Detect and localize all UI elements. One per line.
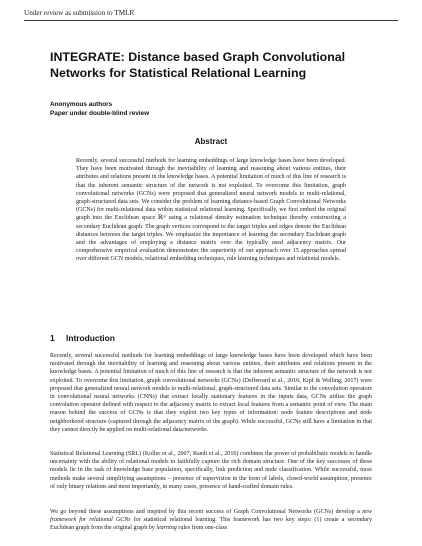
p3-text-b: for statistical relational learning. This framework has two key steps: (1) create a secondary Euclidean graph from the original graph by — [50, 517, 372, 532]
p3-emphasis-learning: learning — [156, 525, 177, 532]
p3-text-a: We go beyond these assumptions and inspired by this recent success of Graph Convolutional Networks (GCNs) develop a — [50, 509, 363, 515]
running-head: Under review as submission to TMLR — [24, 9, 135, 17]
intro-paragraph-3 — [50, 508, 372, 533]
section-number: 1 — [50, 333, 55, 343]
intro-paragraph-1: Recently, several successful methods for learning embeddings of large knowledge bases have been developed which have been motivated through the inevitability of learning and reasoning about various entities, their attributes and relations present in the knowledge bases. A potential limitation of much of this line of research is that the inherent semantic structure of the network is not exploited. To overcome this limitation, graph convolutional networks (GCNs) (Defferrard et al., 2016; Kipf & Welling, 2017) were proposed that generalized neural network models to multi-relational, graph-structured data sets. Similar to the convolution operators in convolutional neural networks (CNNs) that extract locally stationary features in the inputs data, GCNs utilize the graph convolution operator defined with respect to the adjacency matrix to extract local features from a semantic point of view. The main reason behind the success of GCNs is that they exploit two key types of information: node feature descriptions and node neighborhood structure (captured through the adjacency matrix of the graph). While successful, GCNs still have a limitation in that they cannot directly be applied on multi-relational data/networks. — [50, 353, 372, 433]
author-names: Anonymous authors — [50, 101, 113, 108]
section-heading-introduction — [50, 333, 115, 343]
review-status: Paper under double-blind review — [50, 110, 150, 117]
author-block — [50, 100, 149, 118]
section-title: Introduction — [66, 333, 115, 343]
p3-emphasis-framework: new framework for relational GCNs — [50, 509, 372, 524]
abstract-heading: Abstract — [194, 137, 228, 146]
intro-paragraph-2: Statistical Relational Learning (SRL) (Koller et al., 2007; Raedt et al., 2016) combines the power of probabilistic models to handle uncertainty with the ability of relational models to faithfully capture the rich domain structure. One of the key successes of these models lie in the task of knowledge base population, specifically, link prediction and node classification. While successful, most methods make several simplifying assumptions – presence of supervision in the form of labels, closed-world assumption, presence of only binary relations and most importantly, in many cases, presence of hand-crafted domain rules. — [50, 451, 372, 490]
header-rule — [24, 20, 398, 21]
abstract-text: Recently, several successful methods for learning embeddings of large knowledge bases have been developed. They have been motivated through the inevitability of learning and reasoning about various entities, their attributes and relations present in the knowledge bases. A potential limitation of much of this line of research is that the inherent semantic structure of the network is not exploited. To overcome this limitation, graph convolutional networks (GCNs) were proposed that generalized neural network models to multi-relational, graph-structured data sets. We consider the problem of learning distance-based Graph Convolutional Networks (GCNs) for multi-relational data within statistical relational learning. Specifically, we first embed the original graph into the Euclidean space ℝᵐ using a relational density estimation technique thereby constructing a secondary Euclidean graph. The graph vertices correspond to the target triples and edges denote the Euclidean distances between the target triples. We emphasize the importance of learning the secondary Euclidean graph and the advantages of employing a distance matrix over the typically used adjacency matrix. Our comprehensive empirical evaluation demonstrates the superiority of our approach over 15 approaches spread over different GCN models, relational embedding techniques, rule learning techniques and relational models. — [76, 158, 346, 263]
paper-title: INTEGRATE: Distance based Graph Convolutional Networks for Statistical Relational Learning — [50, 50, 346, 80]
p3-text-c: rules from one-class — [176, 525, 228, 532]
